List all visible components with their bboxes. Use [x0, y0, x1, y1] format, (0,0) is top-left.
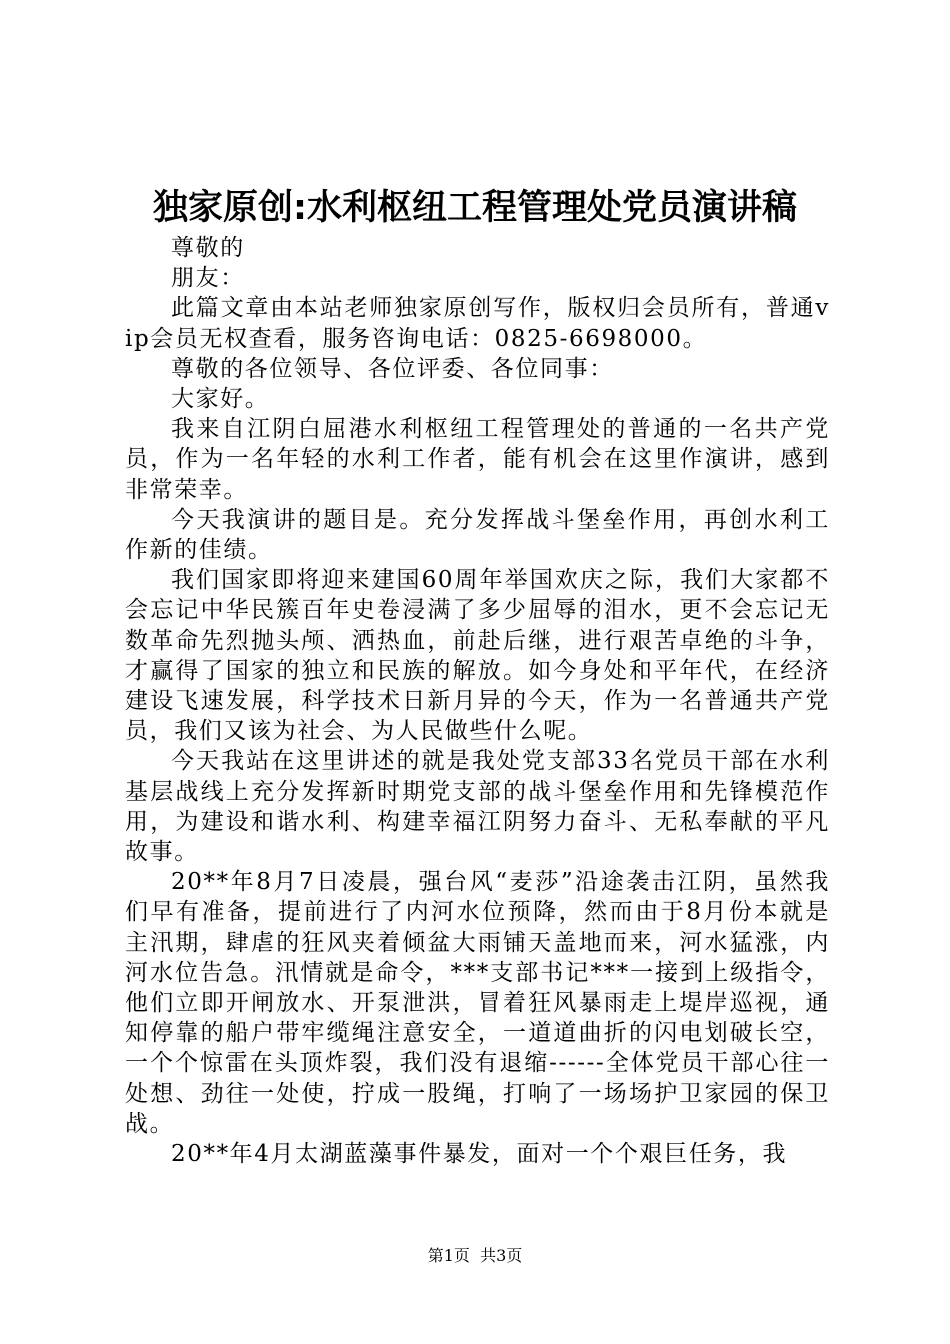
paragraph-introduction: 我来自江阴白屈港水利枢纽工程管理处的普通的一名共产党员，作为一名年轻的水利工作者，能有机会在这里作演讲，感到非常荣幸。 [125, 416, 830, 503]
paragraph-history: 我们国家即将迎来建国60周年举国欢庆之际，我们大家都不会忘记中华民簇百年史卷浸满了多少屈辱的泪水，更不会忘记无数革命先烈抛头颅、洒热血，前赴后继，进行艰苦卓绝的斗争，才赢得了国家的独立和民族的解放。如今身处和平年代，在经济建设飞速发展，科学技术日新月异的今天，作为一名普通共产党员，我们又该为社会、为人民做些什么呢。 [125, 567, 830, 745]
paragraph-topic: 今天我演讲的题目是。充分发挥战斗堡垒作用，再创水利工作新的佳绩。 [125, 506, 830, 564]
salutation-line-1: 尊敬的 [171, 235, 245, 261]
document-body [125, 233, 830, 1169]
paragraph-story-intro: 今天我站在这里讲述的就是我处党支部33名党员干部在水利基层战线上充分发挥新时期党支部的战斗堡垒作用和先锋模范作用，为建设和谐水利、构建幸福江阴努力奋斗、无私奉献的平凡故事。 [125, 748, 830, 866]
greeting-hello: 大家好。 [171, 386, 270, 413]
page-title: 独家原创:水利枢纽工程管理处党员演讲稿 [153, 188, 797, 228]
salutation-line-2: 朋友： [171, 265, 245, 292]
paragraph-algae: 20**年4月太湖蓝藻事件暴发，面对一个个艰巨任务，我 [171, 1141, 788, 1168]
copyright-notice: 此篇文章由本站老师独家原创写作，版权归会员所有，普通vip会员无权查看，服务咨询电话：0825-6698000。 [125, 295, 830, 352]
paragraph-typhoon: 20**年8月7日凌晨，强台风“麦莎”沿途袭击江阴，虽然我们早有准备，提前进行了内河水位预降，然而由于8月份本就是主汛期，肆虐的狂风夹着倾盆大雨铺天盖地而来，河水猛涨，内河水位告急。汛情就是命令，***支部书记***一接到上级指令，他们立即开闸放水、开泵泄洪，冒着狂风暴雨走上堤岸巡视，通知停靠的船户带牢缆绳注意安全，一道道曲折的闪电划破长空，一个个惊雷在头顶炸裂，我们没有退缩------全体党员干部心往一处想、劲往一处使，拧成一股绳，打响了一场场护卫家园的保卫战。 [125, 869, 830, 1137]
page-footer [0, 1245, 950, 1267]
greeting-audience: 尊敬的各位领导、各位评委、各位同事： [171, 355, 614, 382]
page-number: 第1页 [427, 1246, 470, 1265]
page-total: 共3页 [480, 1246, 523, 1265]
